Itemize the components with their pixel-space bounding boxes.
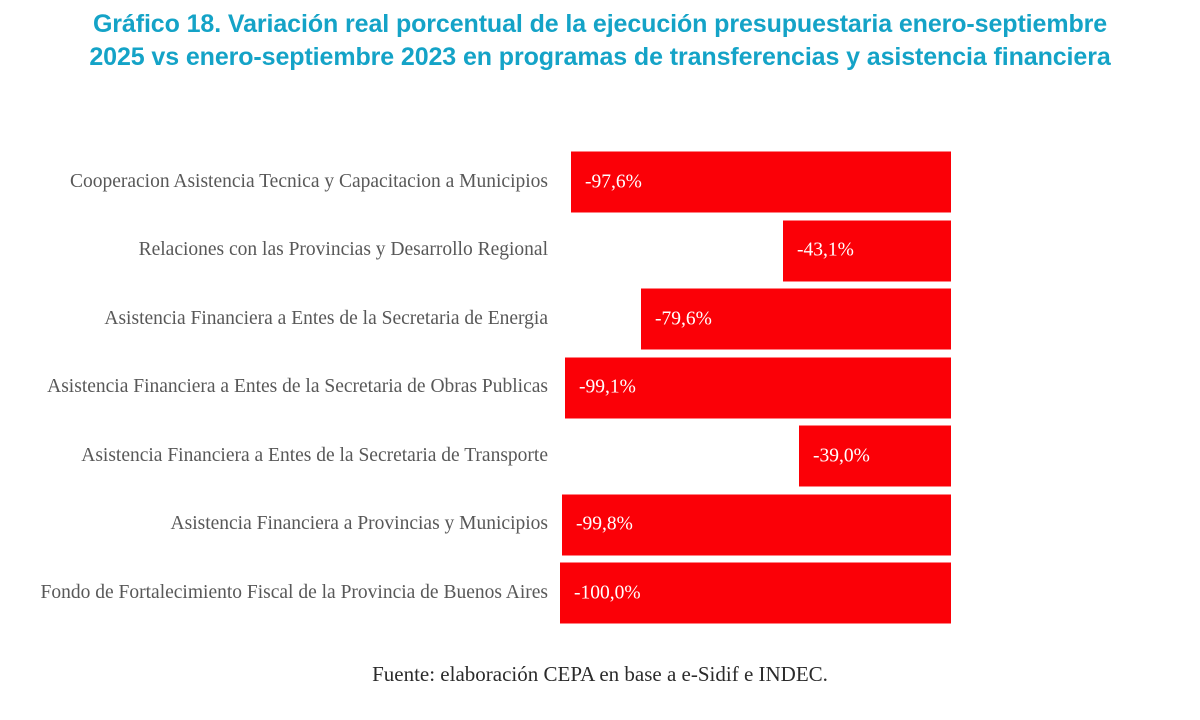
category-label: Asistencia Financiera a Entes de la Secretaria de Obras Publicas (47, 376, 548, 398)
bar-row (0, 285, 1200, 354)
bar-row (0, 559, 1200, 628)
bar-value-label: -79,6% (655, 308, 712, 330)
plot-area (0, 148, 1200, 636)
bar-track (560, 217, 1200, 286)
bar[interactable] (562, 494, 951, 555)
bar[interactable] (571, 152, 951, 213)
category-label: Fondo de Fortalecimiento Fiscal de la Provincia de Buenos Aires (40, 581, 548, 603)
bar-value-label: -39,0% (813, 445, 870, 467)
bar[interactable] (565, 357, 951, 418)
category-label: Asistencia Financiera a Entes de la Secretaria de Transporte (81, 444, 548, 466)
category-label: Asistencia Financiera a Provincias y Municipios (170, 513, 548, 535)
bar-track (560, 285, 1200, 354)
bar[interactable] (560, 563, 951, 624)
bar[interactable] (641, 289, 951, 350)
bar-track (560, 148, 1200, 217)
bar-track (560, 422, 1200, 491)
bar-value-label: -97,6% (585, 171, 642, 193)
bar-value-label: -100,0% (574, 582, 641, 604)
bar-row (0, 354, 1200, 423)
category-label: Relaciones con las Provincias y Desarrollo Regional (138, 239, 548, 261)
chart-title: Gráfico 18. Variación real porcentual de la ejecución presupuestaria enero-septiembre 2025 vs enero-septiembre 2023 en programas de transferencias y asistencia financiera (89, 10, 1111, 71)
bar-value-label: -99,8% (576, 513, 633, 535)
bar-track (560, 559, 1200, 628)
bar-row (0, 148, 1200, 217)
bar-value-label: -99,1% (579, 376, 636, 398)
bar[interactable] (799, 426, 951, 487)
source-note: Fuente: elaboración CEPA en base a e-Sidif e INDEC. (372, 662, 828, 686)
bar-track (560, 491, 1200, 560)
bar-value-label: -43,1% (797, 239, 854, 261)
bar-row (0, 422, 1200, 491)
bar-row (0, 491, 1200, 560)
category-label: Asistencia Financiera a Entes de la Secretaria de Energia (104, 307, 548, 329)
category-label: Cooperacion Asistencia Tecnica y Capacitacion a Municipios (69, 170, 548, 192)
bar[interactable] (783, 220, 951, 281)
bar-track (560, 354, 1200, 423)
bar-row (0, 217, 1200, 286)
